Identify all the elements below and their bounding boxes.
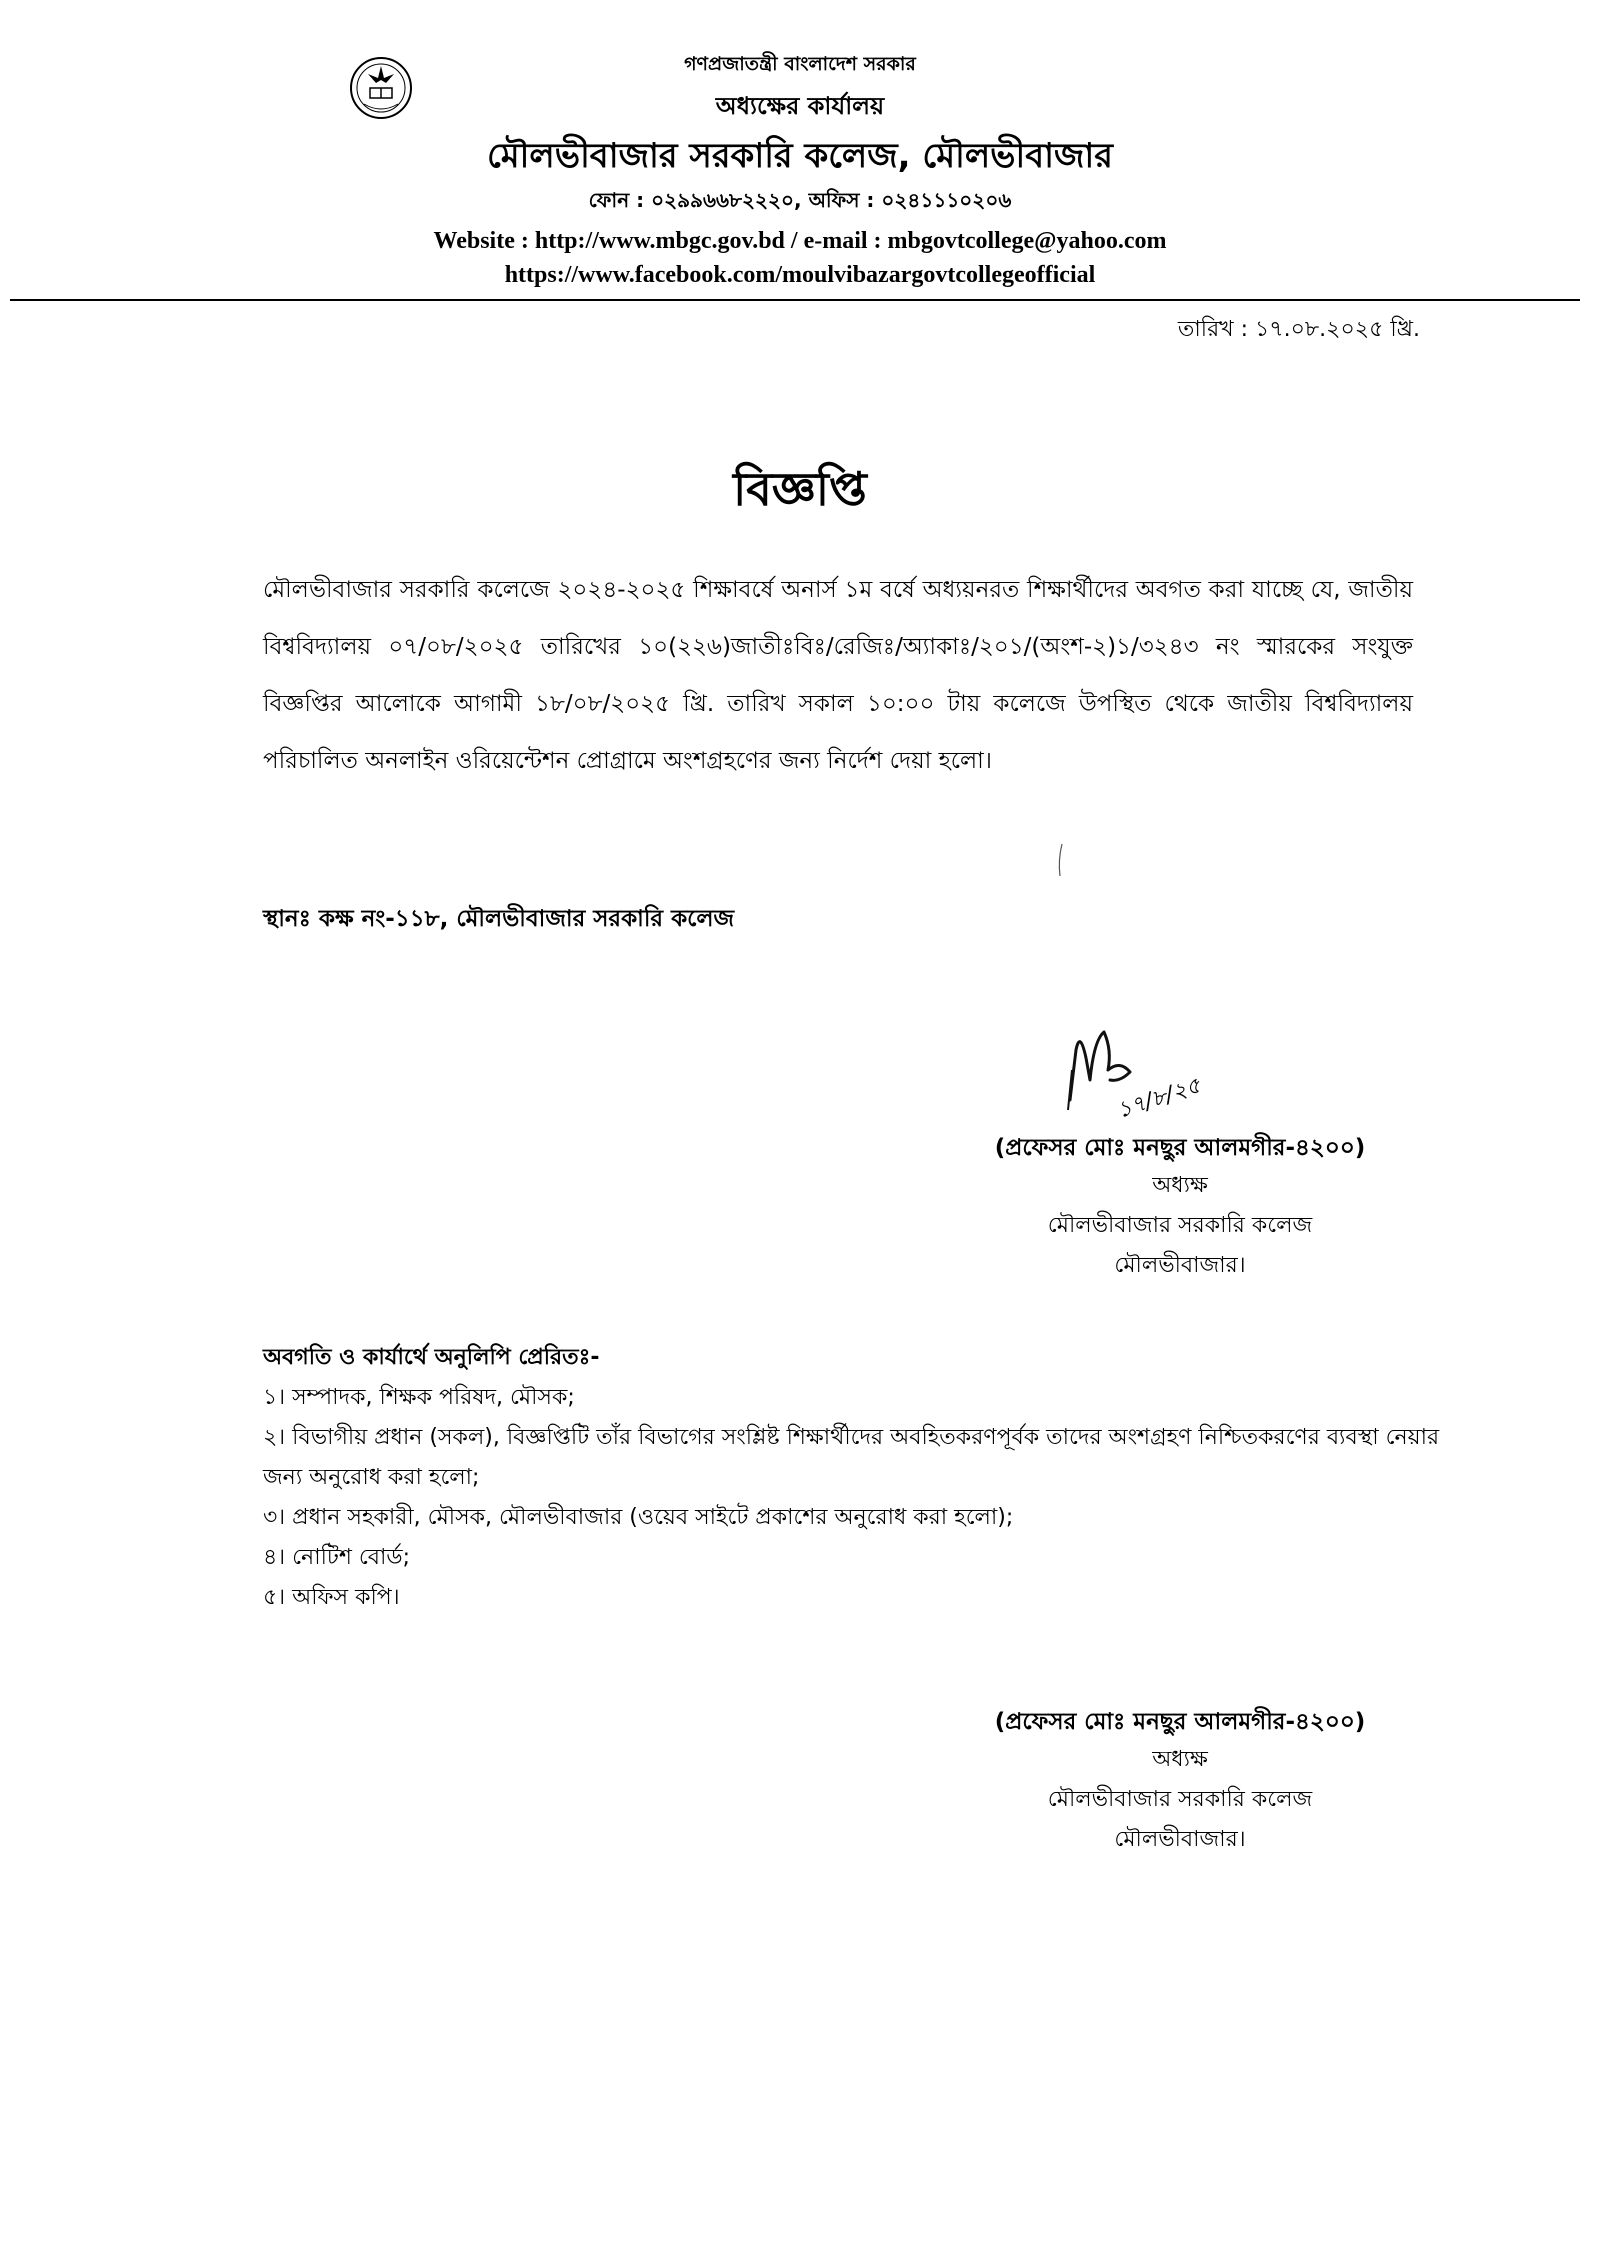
office-name: অধ্যক্ষের কার্যালয় [715, 92, 885, 120]
pen-mark [1050, 840, 1070, 880]
copy-to-item: ৫। অফিস কপি। [263, 1585, 400, 1610]
signatory-location: মৌলভীবাজার। [1114, 1827, 1246, 1852]
college-name: মৌলভীবাজার সরকারি কলেজ, মৌলভীবাজার [487, 136, 1113, 176]
signatory-institution: মৌলভীবাজার সরকারি কলেজ [1047, 1213, 1313, 1238]
venue-line: স্থানঃ কক্ষ নং-১১৮, মৌলভীবাজার সরকারি কলেজ [263, 906, 735, 932]
copy-to-title: অবগতি ও কার্যার্থে অনুলিপি প্রেরিতঃ- [263, 1345, 600, 1370]
notice-date: তারিখ : ১৭.০৮.২০২৫ খ্রি. [1177, 317, 1420, 342]
signatory-location: মৌলভীবাজার। [1114, 1253, 1246, 1278]
government-name: গণপ্রজাতন্ত্রী বাংলাদেশ সরকার [684, 53, 916, 75]
signatory-name: (প্রফেসর মোঃ মনছুর আলমগীর-৪২০০) [994, 1709, 1366, 1735]
notice-body: মৌলভীবাজার সরকারি কলেজে ২০২৪-২০২৫ শিক্ষাবর্ষে অনার্স ১ম বর্ষে অধ্যয়নরত শিক্ষার্থীদের অবগত করা যাচ্ছে যে, জাতীয় বিশ্ববিদ্যালয় ০৭/০৮/২০২৫ তারিখের ১০(২২৬)জাতীঃবিঃ/রেজিঃ/অ্যাকাঃ/২০১/(অংশ-২)১/৩২৪৩ নং স্মারকের সংযুক্ত বিজ্ঞপ্তির আলোকে আগামী ১৮/০৮/২০২৫ খ্রি. তারিখ সকাল ১০:০০ টায় কলেজে উপস্থিত থেকে জাতীয় বিশ্ববিদ্যালয় পরিচালিত অনলাইন ওরিয়েন্টেশন প্রোগ্রামে অংশগ্রহণের জন্য নির্দেশ দেয়া হলো। [263, 577, 1413, 774]
signatory-block-1 [870, 1130, 1490, 1286]
signatory-block-2 [870, 1704, 1490, 1860]
website-email-line: Website : http://www.mbgc.gov.bd / e-mail : mbgovtcollege@yahoo.com [433, 228, 1167, 254]
copy-to-item: ৩। প্রধান সহকারী, মৌসক, মৌলভীবাজার (ওয়েব সাইটে প্রকাশের অনুরোধ করা হলো); [263, 1505, 1014, 1530]
header-divider [10, 299, 1580, 301]
copy-to-item: ১। সম্পাদক, শিক্ষক পরিষদ, মৌসক; [263, 1385, 575, 1410]
phone-line: ফোন : ০২৯৯৬৬৮২২২০, অফিস : ০২৪১১১০২০৬ [588, 188, 1012, 212]
facebook-line: https://www.facebook.com/moulvibazargovtcollegeofficial [504, 262, 1096, 288]
handwritten-signature [1050, 1010, 1270, 1130]
signatory-name: (প্রফেসর মোঃ মনছুর আলমগীর-৪২০০) [994, 1135, 1366, 1161]
copy-to-item: ২। বিভাগীয় প্রধান (সকল), বিজ্ঞপ্তিটি তাঁর বিভাগের সংশ্লিষ্ট শিক্ষার্থীদের অবহিতকরণপূর্বক তাদের অংশগ্রহণ নিশ্চিতকরণের ব্যবস্থা নেয়ার জন্য অনুরোধ করা হলো; [263, 1425, 1440, 1490]
signatory-designation: অধ্যক্ষ [1152, 1173, 1208, 1198]
signature-date: ১৭/৮/২৫ [1114, 1073, 1204, 1124]
copy-to-section [263, 1338, 1443, 1618]
signatory-institution: মৌলভীবাজার সরকারি কলেজ [1047, 1787, 1313, 1812]
signatory-designation: অধ্যক্ষ [1152, 1747, 1208, 1772]
notice-title: বিজ্ঞপ্তি [733, 462, 867, 516]
copy-to-item: ৪। নোটিশ বোর্ড; [263, 1545, 411, 1570]
